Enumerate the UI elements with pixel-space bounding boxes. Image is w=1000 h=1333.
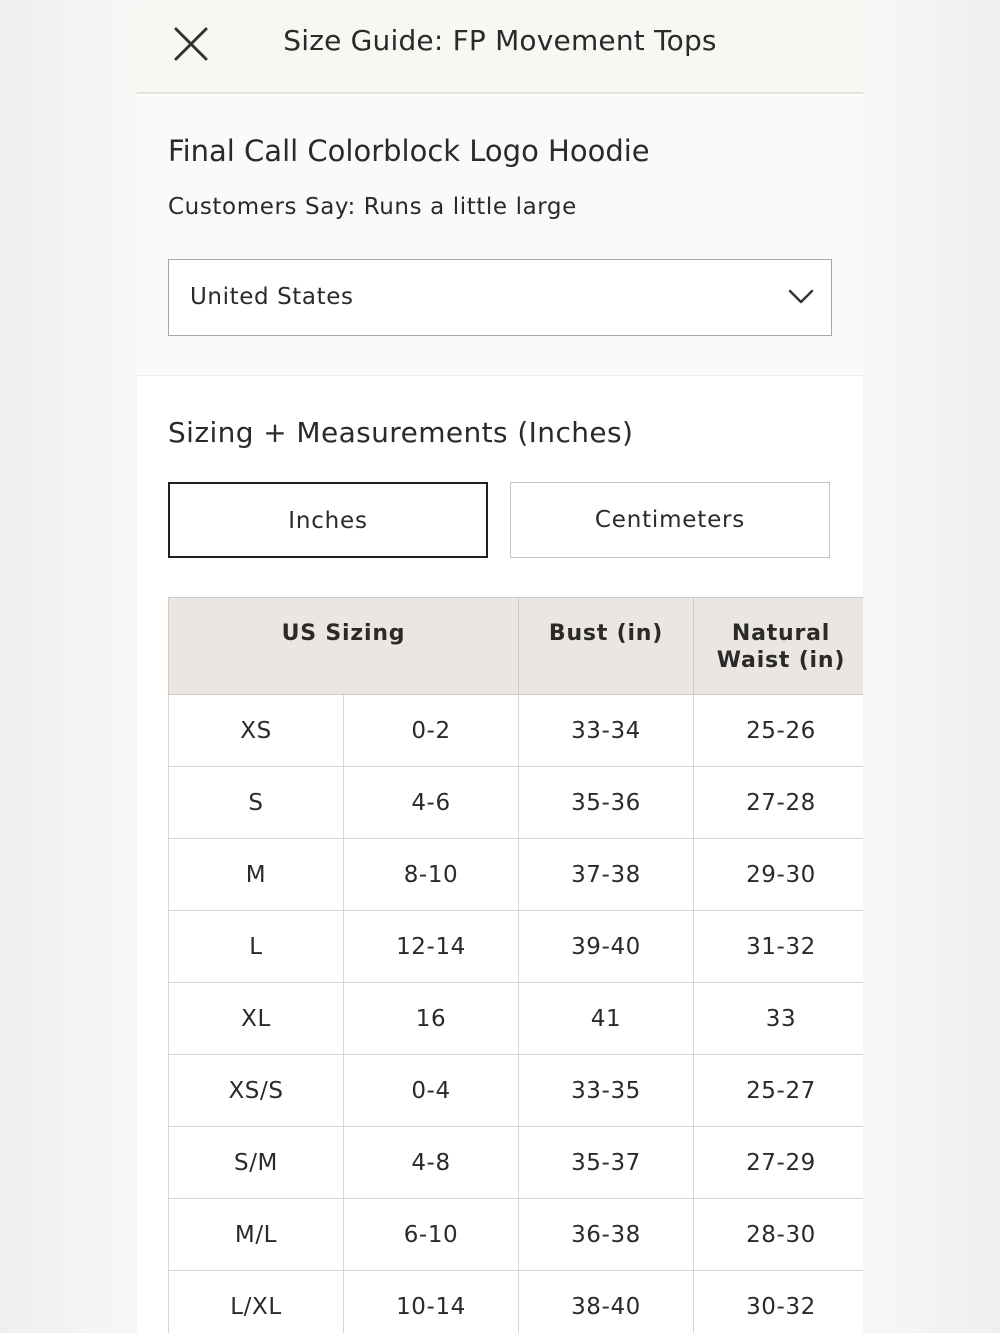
cell-numeric: 0-2 xyxy=(344,695,519,767)
cell-numeric: 0-4 xyxy=(344,1055,519,1127)
header-waist-line2: Waist (in) xyxy=(716,648,846,673)
header-us-sizing: US Sizing xyxy=(169,598,519,695)
cell-numeric: 6-10 xyxy=(344,1199,519,1271)
cell-numeric: 10-14 xyxy=(344,1271,519,1333)
unit-inches-button[interactable]: Inches xyxy=(168,482,488,558)
table-row xyxy=(169,1127,864,1199)
cell-size: M/L xyxy=(169,1199,344,1271)
header-natural-waist xyxy=(694,598,864,695)
table-row xyxy=(169,839,864,911)
cell-bust: 37-38 xyxy=(519,839,694,911)
cell-bust: 41 xyxy=(519,983,694,1055)
table-body xyxy=(169,695,864,1333)
table-header-row xyxy=(169,598,864,695)
modal-header xyxy=(137,0,863,94)
cell-size: XL xyxy=(169,983,344,1055)
country-select-value: United States xyxy=(190,284,354,310)
size-guide-modal xyxy=(137,0,863,1333)
cell-size: L xyxy=(169,911,344,983)
cell-bust: 35-36 xyxy=(519,767,694,839)
unit-centimeters-button[interactable]: Centimeters xyxy=(510,482,830,558)
cell-size: XS xyxy=(169,695,344,767)
cell-bust: 33-35 xyxy=(519,1055,694,1127)
cell-bust: 36-38 xyxy=(519,1199,694,1271)
cell-numeric: 8-10 xyxy=(344,839,519,911)
cell-waist: 33 xyxy=(694,983,864,1055)
cell-size: XS/S xyxy=(169,1055,344,1127)
table-row xyxy=(169,1199,864,1271)
cell-waist: 28-30 xyxy=(694,1199,864,1271)
table-row xyxy=(169,911,864,983)
sizing-title: Sizing + Measurements (Inches) xyxy=(168,416,634,449)
cell-waist: 25-26 xyxy=(694,695,864,767)
modal-title: Size Guide: FP Movement Tops xyxy=(283,24,717,57)
cell-size: S/M xyxy=(169,1127,344,1199)
size-table xyxy=(168,597,863,1333)
cell-numeric: 16 xyxy=(344,983,519,1055)
table-row xyxy=(169,695,864,767)
fit-feedback: Customers Say: Runs a little large xyxy=(168,194,577,220)
cell-bust: 35-37 xyxy=(519,1127,694,1199)
table-row xyxy=(169,767,864,839)
product-name: Final Call Colorblock Logo Hoodie xyxy=(168,134,650,168)
cell-numeric: 4-6 xyxy=(344,767,519,839)
table-row xyxy=(169,1271,864,1333)
cell-waist: 25-27 xyxy=(694,1055,864,1127)
cell-numeric: 4-8 xyxy=(344,1127,519,1199)
cell-size: M xyxy=(169,839,344,911)
cell-waist: 27-29 xyxy=(694,1127,864,1199)
header-bust: Bust (in) xyxy=(519,598,694,695)
product-info xyxy=(137,96,863,376)
cell-waist: 30-32 xyxy=(694,1271,864,1333)
cell-bust: 33-34 xyxy=(519,695,694,767)
cell-size: L/XL xyxy=(169,1271,344,1333)
cell-bust: 38-40 xyxy=(519,1271,694,1333)
header-waist-line1: Natural xyxy=(731,621,831,646)
table-row xyxy=(169,983,864,1055)
table-row xyxy=(169,1055,864,1127)
cell-bust: 39-40 xyxy=(519,911,694,983)
cell-numeric: 12-14 xyxy=(344,911,519,983)
cell-waist: 29-30 xyxy=(694,839,864,911)
cell-waist: 27-28 xyxy=(694,767,864,839)
cell-size: S xyxy=(169,767,344,839)
cell-waist: 31-32 xyxy=(694,911,864,983)
country-select[interactable] xyxy=(168,259,832,336)
chevron-down-icon xyxy=(787,286,815,306)
